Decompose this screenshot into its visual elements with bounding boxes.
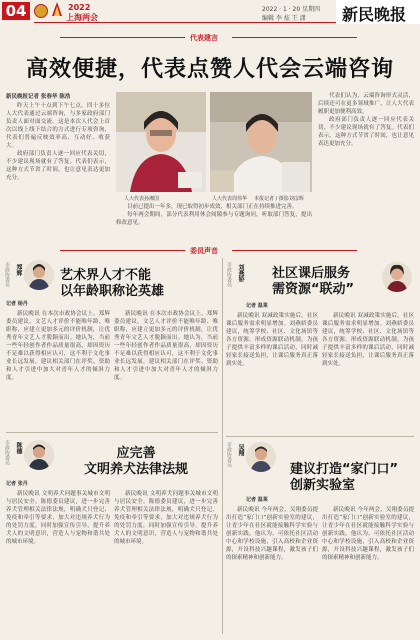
article-title — [290, 462, 398, 494]
article-text: 新民晚讯 文明养犬问题事关城市文明与居民安全。陈德委员建议，进一步完善养犬管理相关法律法规，明确犬只登记、免疫和牵引等要求，加大对违规养犬行为的处罚力度，同时加强宣传引导，提升养犬人的文明意识，营造人与宠物和谐共处的城市环境。 — [114, 491, 218, 545]
article-title-line: 艺术界人才不能 — [60, 268, 152, 283]
article-byline: 记者 杨丹 — [6, 301, 28, 307]
photo-credit: 本报记者 / 摄影刘彦辉 — [254, 196, 304, 202]
article-title-line: 应完善 — [116, 446, 156, 461]
article-title — [272, 266, 354, 298]
section-rule-left — [60, 37, 185, 38]
page-number: 04 — [2, 2, 30, 20]
photo-delegate-1 — [116, 92, 206, 192]
photo-caption: 人大代表周伟华 — [212, 196, 248, 202]
avatar — [24, 440, 54, 470]
photo-delegate-2 — [210, 92, 312, 192]
emblem-icon — [34, 4, 48, 18]
avatar — [246, 442, 276, 472]
lead-paragraph: 昨天上午十点到下午七点，四十多位人大代表通过云端咨询，与多家政府部门负责人面对面交流。这是本次人代会上首次以线上线下结合的方式进行专项咨询，代表们普遍反映效率高、互动好、收获大。 — [6, 103, 110, 149]
event-year: 2022 — [68, 3, 91, 12]
article-divider — [6, 432, 218, 433]
article-text: 新民晚讯 在本次市政协会议上，郑辉委员建议，文艺人才评价不能唯年龄、唯职称，应建立更加多元的评价机制，让优秀青年文艺人才脱颖而出。她认为，当前一些年轻创作者作品质量很高，却因资历不足难以获得相应认可，这不利于文化事业长远发展。建议相关部门在评奖、资助和人才引进中加大对青年人才的倾斜力度。 — [114, 311, 218, 381]
avatar — [382, 262, 412, 292]
masthead-title: 新民晚报 — [342, 5, 407, 24]
page-header — [0, 0, 420, 22]
article-body — [226, 506, 318, 634]
lead-paragraph: 政府部门负责人逐一回应代表关切，不少建议现场就有了答复。代表们表示，这种方式节省了时间，也让意见表达更加充分。 — [318, 117, 414, 147]
lead-paragraph: 代表们认为，云端咨询形式灵活，后续还可在更多领域推广，让人大代表履职更加便利高效。 — [318, 93, 414, 115]
article-person: 郑辉 — [15, 264, 22, 276]
section-rule-right — [232, 250, 357, 251]
article-person: 刘燕娇 — [237, 264, 244, 282]
article-title-line: 以年龄职称论英雄 — [60, 284, 165, 299]
article-text: 新民晚讯 在本次市政协会议上，郑辉委员建议，文艺人才评价不能唯年龄、唯职称，应建立更加多元的评价机制，让优秀青年文艺人才脱颖而出。她认为，当前一些年轻创作者作品质量很高，却因资历不足难以获得相应认可，这不利于文化事业长远发展。建议相关部门在评奖、资助和人才引进中加大对青年人才的倾斜力度。 — [6, 311, 110, 381]
article-title-line: 社区课后服务 — [272, 266, 351, 281]
issue-date: 2022 · 1 · 20 星期四 — [262, 6, 321, 13]
article-text: 新民晚讯 今年两会，吴翔委员提出打造“家门口”创新实验室的建议，让青少年在社区就能接触科学实验与创新实践。他认为，可依托社区活动中心和学校设施，引入高校和企业资源，开设科技兴趣课程，激发孩子们的探索精神和创新能力。 — [226, 507, 318, 561]
section-tag-middle: 委员声音 — [190, 247, 218, 255]
photo-caption: 人大代表孙湘国 — [124, 196, 160, 202]
article-body — [6, 490, 110, 634]
article-text: 新民晚讯 双减政策实施后，社区课后服务需求明显增加。刘燕娇委员建议，统筹学校、社区、文化场馆等各方资源，形成资源联动机制，为孩子提供丰富多样的课后活动，同时减轻家长接送负担，让课后服务真正落到实处。 — [322, 313, 414, 367]
event-name: 上海两会 — [66, 13, 98, 22]
portrait-image-icon — [116, 92, 206, 192]
section-tag-top: 代表建言 — [190, 34, 218, 42]
event-logo-icon — [50, 1, 64, 17]
article-text: 新民晚讯 文明养犬问题事关城市文明与居民安全。陈德委员建议，进一步完善养犬管理相关法律法规，明确犬只登记、免疫和牵引等要求，加大对违规养犬行为的处罚力度，同时加强宣传引导，提升养犬人的文明意识，营造人与宠物和谐共处的城市环境。 — [6, 491, 110, 545]
header-rule — [34, 22, 336, 23]
article-text: 新民晚讯 双减政策实施后，社区课后服务需求明显增加。刘燕娇委员建议，统筹学校、社区、文化场馆等各方资源，形成资源联动机制，为孩子提供丰富多样的课后活动，同时减轻家长接送负担，让课后服务真正落到实处。 — [226, 313, 318, 367]
article-column-label: 市政协委员 — [226, 442, 232, 467]
article-body — [226, 312, 318, 432]
article-byline: 记者 温莱 — [246, 303, 268, 309]
article-column-label: 市政协委员 — [226, 262, 232, 287]
article-column-label: 市政协委员 — [4, 440, 10, 465]
article-body-cont — [322, 312, 414, 432]
lead-paragraph: 目前已提出一年多，现已取得初步成效，相关部门正在持续推进完善。 — [127, 204, 298, 210]
article-title-line: 文明养犬法律法规 — [84, 462, 189, 477]
article-byline: 记者 温莱 — [246, 497, 268, 503]
article-body-cont — [114, 490, 218, 634]
article-body-cont — [322, 506, 414, 634]
editor-line: 编辑 李 炫 王 潇 — [262, 15, 306, 22]
article-byline: 记者 张丹 — [6, 481, 28, 487]
article-body-cont — [114, 310, 218, 428]
lead-body-right — [318, 92, 414, 244]
article-title-line: 建议打造“家门口” — [290, 462, 399, 477]
article-person: 陈德 — [15, 442, 22, 454]
article-title-line: 需资源“联动” — [272, 282, 355, 297]
column-divider — [222, 258, 223, 634]
article-title — [60, 268, 164, 300]
article-person: 吴翔 — [237, 444, 244, 456]
lead-body-left — [6, 102, 110, 220]
article-column-label: 市政协委员 — [4, 262, 10, 287]
article-body — [6, 310, 110, 428]
lead-paragraph: 每年两会期间，部分代表利用休会间隙参与专题询问，听取部门答复，提出修改意见。 — [116, 212, 312, 226]
lead-paragraph: 政府部门负责人逐一回应代表关切，不少建议现场就有了答复。代表们表示，这种方式节省了时间，也让意见表达更加充分。 — [6, 151, 110, 181]
portrait-image-icon — [210, 92, 312, 192]
article-divider — [226, 436, 414, 437]
article-title-line: 创新实验室 — [290, 478, 356, 493]
section-rule-left — [60, 250, 185, 251]
section-rule-right — [232, 37, 357, 38]
lead-byline: 新民晚报记者 张春华 陈浩 — [6, 94, 71, 100]
avatar — [24, 260, 54, 290]
lead-body-middle — [116, 203, 312, 243]
article-text: 新民晚讯 今年两会，吴翔委员提出打造“家门口”创新实验室的建议，让青少年在社区就能接触科学实验与创新实践。他认为，可依托社区活动中心和学校设施，引入高校和企业资源，开设科技兴趣课程，激发孩子们的探索精神和创新能力。 — [322, 507, 414, 561]
lead-headline: 高效便捷，代表点赞人代会云端咨询 — [25, 57, 394, 82]
article-title — [84, 446, 188, 478]
